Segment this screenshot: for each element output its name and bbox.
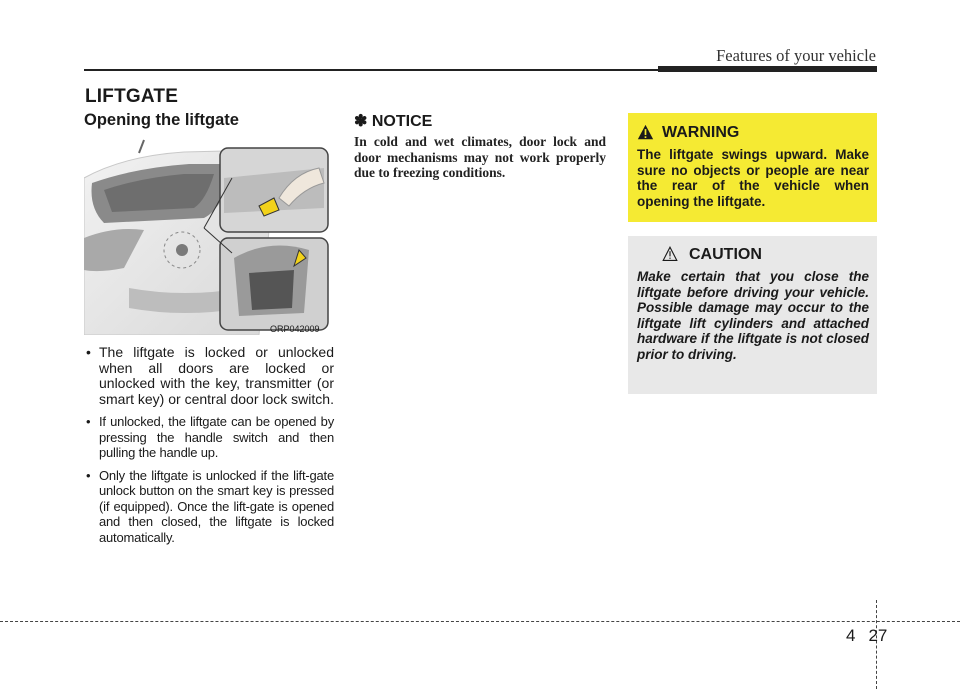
- page-number-value: 27: [868, 626, 888, 645]
- bullet-list: [84, 345, 334, 552]
- warning-body: The liftgate swings upward. Make sure no objects or people are near the rear of the vehicle when opening the liftgate.: [637, 147, 869, 209]
- warning-triangle-icon: [637, 124, 654, 141]
- section-title: LIFTGATE: [85, 86, 179, 107]
- warning-heading: WARNING: [662, 124, 740, 141]
- figure-caption: ORP042009: [270, 324, 320, 334]
- running-header: Features of your vehicle: [716, 46, 876, 65]
- crop-line: [0, 621, 960, 622]
- bullet-item: • Only the liftgate is unlocked if the lift-gate unlock button on the smart key is pressed (if equipped). Once the lift-gate is opened and then closed, the liftgate is locked automatically.: [84, 468, 334, 546]
- warning-box: [628, 113, 877, 222]
- page-number: [846, 626, 887, 646]
- caution-triangle-icon: [662, 246, 678, 262]
- bullet-item: • If unlocked, the liftgate can be opened by pressing the handle switch and then pulling the handle up.: [84, 414, 334, 461]
- liftgate-illustration: [84, 138, 330, 335]
- notice-body: In cold and wet climates, door lock and door mechanisms may not work properly due to freezing conditions.: [354, 134, 606, 180]
- chapter-number: 4: [846, 626, 856, 645]
- header-bar: [658, 66, 877, 72]
- subsection-title: Opening the liftgate: [84, 111, 239, 129]
- notice-heading: ✽ NOTICE: [354, 113, 433, 130]
- caution-body: Make certain that you close the liftgate before driving your vehicle. Possible damage may occur to the liftgate lift cylinders and attached hardware if the liftgate is not closed prior to driving.: [637, 269, 869, 362]
- caution-heading: CAUTION: [689, 246, 762, 263]
- caution-box: [628, 236, 877, 394]
- bullet-item: • The liftgate is locked or unlocked when all doors are locked or unlocked with the key, transmitter (or smart key) or central door lock switch.: [84, 345, 334, 407]
